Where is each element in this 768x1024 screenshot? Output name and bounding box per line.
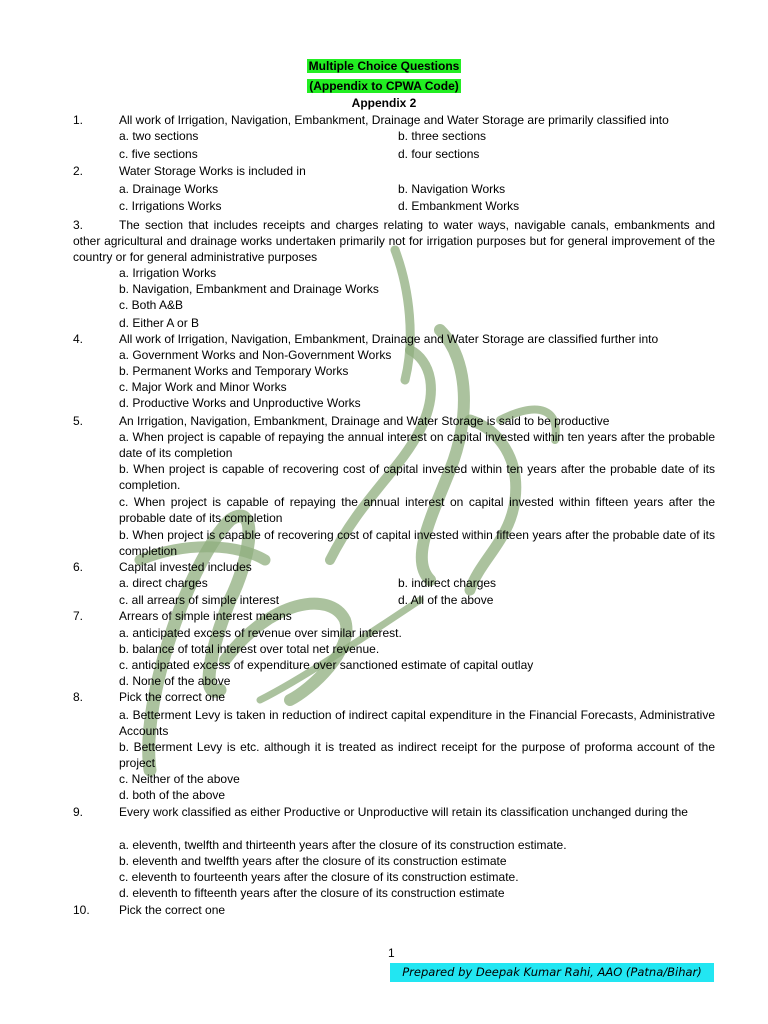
question-number: 1. [73,113,84,127]
option: c. all arrears of simple interest [119,593,280,607]
option: d. eleventh to fifteenth years after the closure of its construction estimate [119,886,505,900]
option: d. None of the above [119,674,231,688]
option: a. eleventh, twelfth and thirteenth years after the closure of its construction estimate. [119,838,567,852]
option: c. Neither of the above [119,772,240,786]
option: d. Either A or B [119,316,200,330]
option: c. five sections [119,147,198,161]
option: b. Permanent Works and Temporary Works [119,364,349,378]
option: a. When project is capable of repaying the annual interest on capital invested within ten years after the probable date of its completion [119,430,715,460]
option: a. Betterment Levy is taken in reduction of indirect capital expenditure in the Financial Forecasts, Administrative Accounts [119,708,715,738]
question-6 [73,559,715,575]
question-number: 3. [73,218,84,232]
option: c. Major Work and Minor Works [119,380,287,394]
option: b. indirect charges [398,576,497,590]
question-text: Capital invested includes [119,560,252,574]
question-2 [73,163,715,179]
question-number: 7. [73,609,84,623]
page-number: 1 [388,946,395,960]
question-text: Pick the correct one [119,690,226,704]
option: b. eleventh and twelfth years after the closure of its construction estimate [119,854,507,868]
option: a. direct charges [119,576,208,590]
option: d. Embankment Works [398,199,520,213]
question-text: Arrears of simple interest means [119,609,292,623]
option: c. When project is capable of repaying the annual interest on capital invested within fifteen years after the probable date of its completion [119,495,715,525]
option: b. Navigation Works [398,182,506,196]
option: b. balance of total interest over total net revenue. [119,642,380,656]
question-number: 8. [73,690,84,704]
question-text: The section that includes receipts and charges relating to water ways, navigable canals, embankments and other agricultural and drainage works undertaken primarily not for irrigation purposes but for general improvement of the country or for general administrative purposes [73,218,715,264]
question-10 [73,902,715,918]
question-8 [73,689,715,705]
question-1 [73,112,715,128]
document-subtitle [0,78,768,94]
question-9 [73,804,715,836]
question-7 [73,608,715,624]
question-text: An Irrigation, Navigation, Embankment, Drainage and Water Storage is said to be productive [119,414,610,428]
question-5 [73,413,715,429]
question-text: Pick the correct one [119,903,226,917]
option: b. When project is capable of recovering cost of capital invested within fifteen years after the probable date of its completion [119,528,715,558]
option: b. Navigation, Embankment and Drainage Works [119,282,379,296]
option: c. Irrigations Works [119,199,222,213]
option: b. three sections [398,129,487,143]
question-4 [73,331,715,347]
subtitle-highlight: (Appendix to CPWA Code) [309,79,459,93]
question-number: 4. [73,332,84,346]
option: a. Irrigation Works [119,266,217,280]
author-credit: Prepared by Deepak Kumar Rahi, AAO (Patna/Bihar) [390,963,714,982]
option: a. Government Works and Non-Government Works [119,348,392,362]
title-highlight: Multiple Choice Questions [308,59,460,73]
question-number: 10. [73,903,90,917]
question-text: All work of Irrigation, Navigation, Embankment, Drainage and Water Storage are primarily classified into [119,113,669,127]
question-number: 5. [73,414,84,428]
question-number: 9. [73,805,84,819]
question-3 [73,217,715,265]
option: b. When project is capable of recovering cost of capital invested within ten years after the probable date of its completion. [119,462,715,492]
option: d. both of the above [119,788,226,802]
option: a. two sections [119,129,199,143]
option: d. All of the above [398,593,494,607]
option: d. four sections [398,147,480,161]
question-text: Water Storage Works is included in [119,164,306,178]
question-text: All work of Irrigation, Navigation, Embankment, Drainage and Water Storage are classified further into [119,332,659,346]
appendix-heading: Appendix 2 [351,96,417,110]
option: d. Productive Works and Unproductive Works [119,396,361,410]
question-number: 2. [73,164,84,178]
document-title [0,58,768,74]
option: c. eleventh to fourteenth years after the closure of its construction estimate. [119,870,519,884]
question-number: 6. [73,560,84,574]
option: b. Betterment Levy is etc. although it is treated as indirect receipt for the purpose of proforma account of the project [119,740,715,770]
question-text: Every work classified as either Productive or Unproductive will retain its classification unchanged during the [119,805,688,819]
option: c. Both A&B [119,298,184,312]
option: a. anticipated excess of revenue over similar interest. [119,626,402,640]
option: a. Drainage Works [119,182,219,196]
option: c. anticipated excess of expenditure over sanctioned estimate of capital outlay [119,658,534,672]
